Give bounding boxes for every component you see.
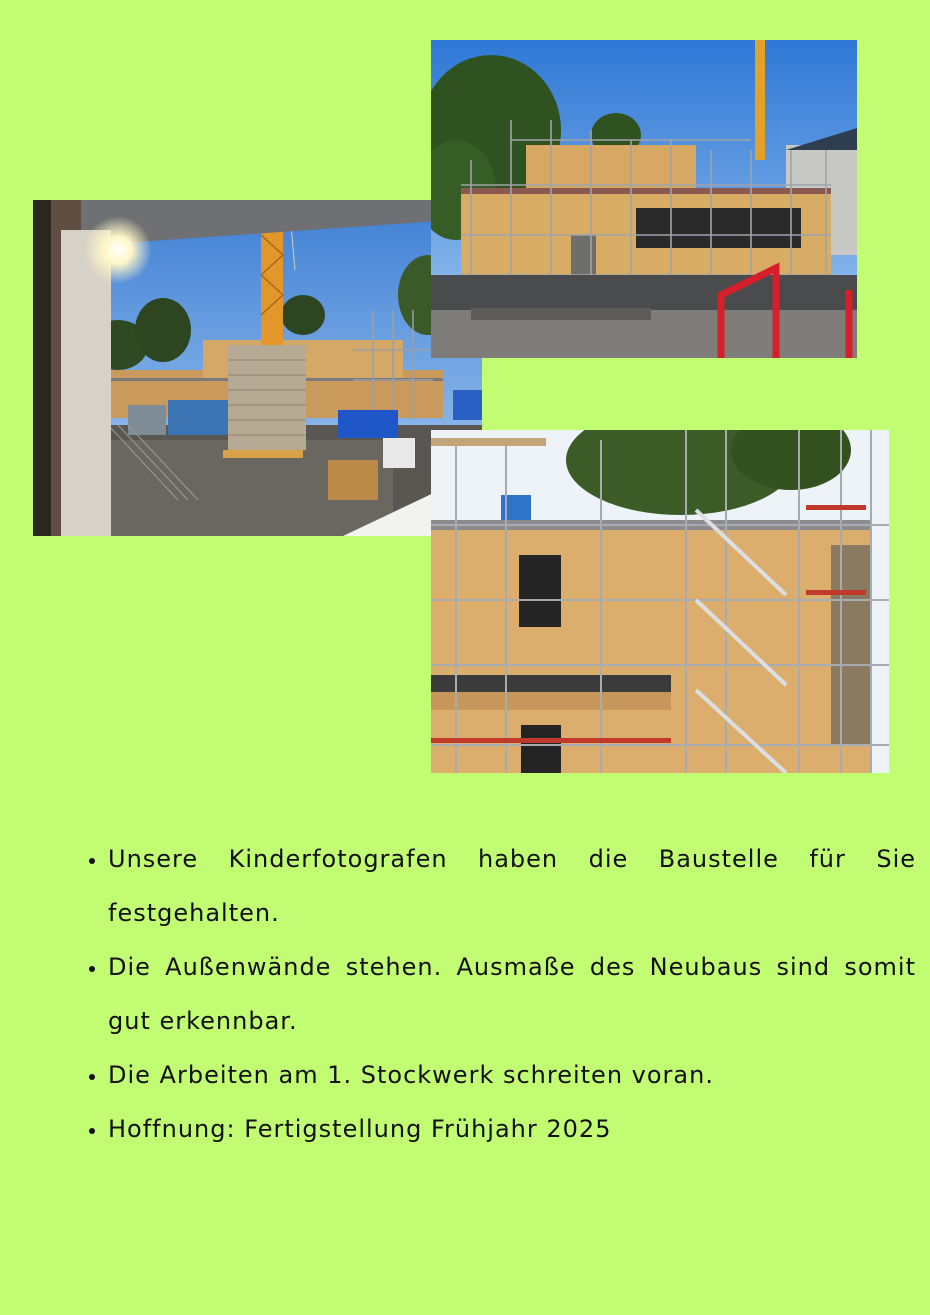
construction-photo-scaffolded-stairs: [431, 430, 889, 773]
bullet-item-exterior-walls: • Die Außenwände stehen. Ausmaße des Neubaus sind somit gut erkennbar.: [108, 940, 916, 1048]
construction-photo-courtyard-crane: [33, 200, 482, 536]
bullet-item-first-floor: • Die Arbeiten am 1. Stockwerk schreiten voran.: [108, 1048, 916, 1102]
bullet-item-completion-hope: • Hoffnung: Fertigstellung Frühjahr 2025: [108, 1102, 916, 1156]
info-bullet-list: [80, 832, 916, 1156]
construction-photo-scaffolded-flat-wing: [431, 40, 857, 358]
bullet-item-photographers: • Unsere Kinderfotografen haben die Baustelle für Sie festgehalten.: [108, 832, 916, 940]
